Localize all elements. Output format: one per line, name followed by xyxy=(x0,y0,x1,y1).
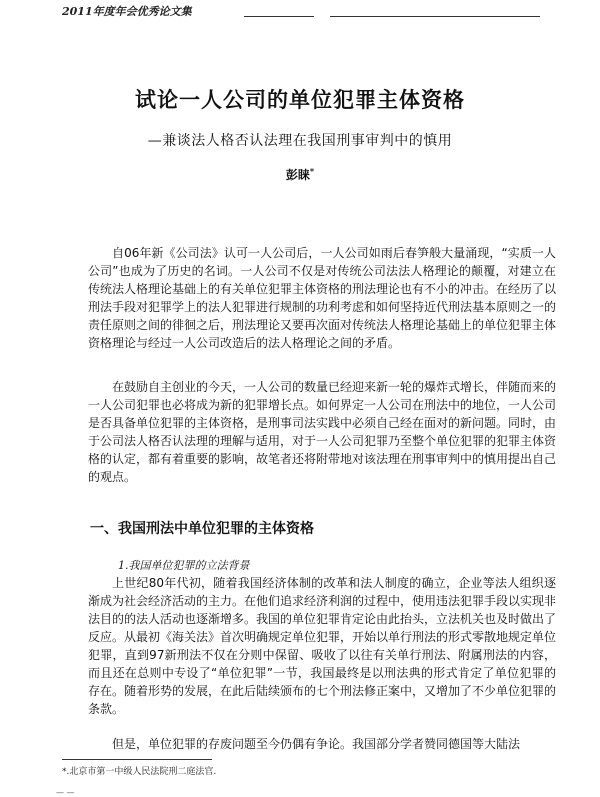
footnote: *.北京市第一中级人民法院刑二庭法官. xyxy=(62,767,217,777)
author-name: 彭睐 xyxy=(285,168,310,182)
paragraph-3: 上世纪80年代初，随着我国经济体制的改革和法人制度的确立，企业等法人组织逐渐成为社会经济活动的主力。在他们追求经济利润的过程中，使用违法犯罪手段以实现非法目的的法人活动也逐渐增多。我国的单位犯罪肯定论由此抬头，立法机关也及时做出了反应。从最初《海关法》首次明确规定单位犯罪，开始以单行刑法的形式零散地规定单位犯罪，直到97新刑法不仅在分则中保留、吸收了以往有关单行刑法、附属刑法的内容，而且还在总则中专设了“单位犯罪”一节，我国最终是以刑法典的形式肯定了单位犯罪的存在。随着形势的发展，在此后陆续颁布的七个刑法修正案中，又增加了不少单位犯罪的条款。 xyxy=(88,576,557,716)
section-heading: 一、我国刑法中单位犯罪的主体资格 xyxy=(90,521,314,537)
subsection-heading: 1.我国单位犯罪的立法背景 xyxy=(118,559,250,572)
article-author xyxy=(0,166,600,183)
article-title: 试论一人公司的单位犯罪主体资格 xyxy=(135,87,465,112)
article-subtitle: —兼谈法人格否认法理在我国刑事审判中的慎用 xyxy=(147,133,453,149)
paragraph-4: 但是，单位犯罪的存废问题至今仍偶有争论。我国部分学者赞同德国等大陆法 xyxy=(112,737,521,751)
footnote-rule xyxy=(62,759,212,760)
header-rule-right xyxy=(330,16,540,17)
header-rule-left xyxy=(244,16,314,17)
paragraph-1: 自06年新《公司法》认可一人公司后，一人公司如雨后春笋般大量涌现，“实质一人公司”也成为了历史的名词。一人公司不仅是对传统公司法法人格理论的颠覆，对建立在传统法人格理论基础上的有关单位犯罪主体资格的刑法理论也有不小的冲击。在经历了以刑法手段对犯罪学上的法人犯罪进行规制的功利考虑和如何坚持近代刑法基本原则之一的责任原则之间的徘徊之后，刑法理论又要再次面对传统法人格理论基础上的单位犯罪主体资格理论与经过一人公司改造后的法人格理论之间的矛盾。 xyxy=(88,246,557,350)
paragraph-2: 在鼓励自主创业的今天，一人公司的数量已经迎来新一轮的爆炸式增长，伴随而来的一人公司犯罪也必将成为新的犯罪增长点。如何界定一人公司在刑法中的地位，一人公司是否具备单位犯罪的主体资格，是刑事司法实践中必须自己经在面对的新问题。同时，由于公司法人格否认法理的理解与适用，对于一人公司犯罪乃至整个单位犯罪的犯罪主体资格的认定，都有着重要的影响，故笔者还将附带地对该法理在刑事审判中的慎用提出自己的观点。 xyxy=(88,380,557,484)
running-header: 2011年度年会优秀论文集 xyxy=(62,5,192,18)
page-mark: — — xyxy=(56,788,75,797)
author-footnote-mark: * xyxy=(309,166,315,176)
